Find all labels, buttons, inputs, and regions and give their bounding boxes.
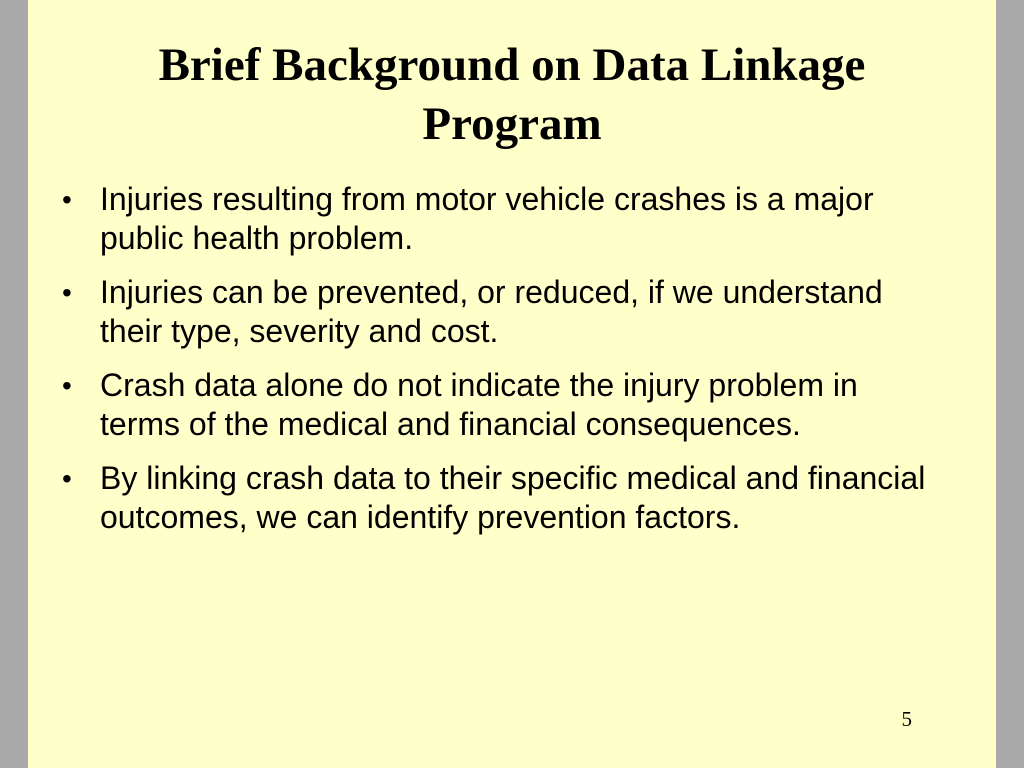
list-item — [62, 273, 966, 351]
bullet-icon: • — [62, 183, 72, 215]
left-gutter — [0, 0, 28, 768]
bullet-text: Injuries can be prevented, or reduced, if we understand their type, severity and cost. — [100, 273, 883, 349]
bullet-text: Injuries resulting from motor vehicle crashes is a major public health problem. — [100, 180, 874, 256]
list-item — [62, 459, 966, 537]
bullet-text: Crash data alone do not indicate the injury problem in terms of the medical and financial consequences. — [100, 366, 858, 442]
list-item — [62, 180, 966, 258]
bullet-icon: • — [62, 276, 72, 308]
bullet-icon: • — [62, 462, 72, 494]
presentation-slide — [28, 0, 996, 768]
bullet-icon: • — [62, 369, 72, 401]
right-gutter — [996, 0, 1024, 768]
slide-title: Brief Background on Data Linkage Program — [158, 39, 866, 150]
bullet-list — [28, 180, 996, 537]
list-item — [62, 366, 966, 444]
page-number: 5 — [901, 707, 912, 731]
bullet-text: By linking crash data to their specific medical and financial outcomes, we can identify prevention factors. — [100, 459, 926, 535]
